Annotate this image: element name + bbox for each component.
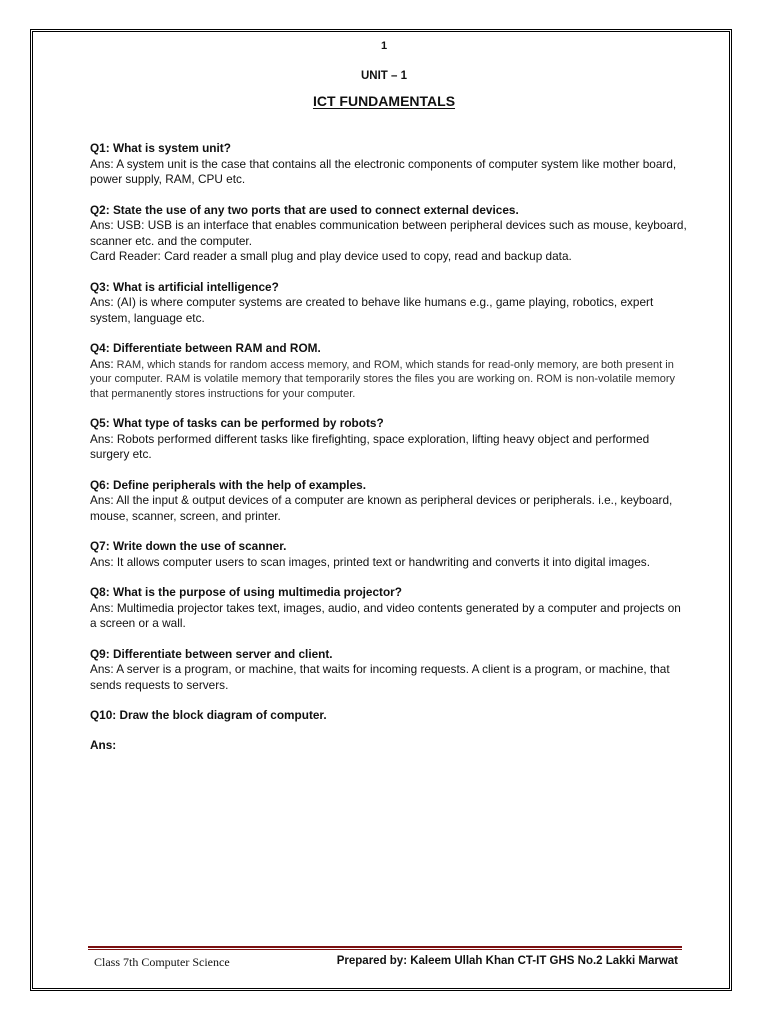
answer-5: Ans: Robots performed different tasks like firefighting, space exploration, lifting heavy object and performed surgery etc. [90,431,650,461]
question-9: Q9: Differentiate between server and client. [90,646,333,661]
answer-9: Ans: A server is a program, or machine, that waits for incoming requests. A client is a program, or machine, that sends requests to servers. [90,662,670,692]
question-10: Q10: Draw the block diagram of computer. [90,708,327,722]
qa-item-6 [90,478,690,525]
answer-2-usb: Ans: USB: USB is an interface that enables communication between peripheral devices such as mouse, keyboard, scanner etc. and the computer. [90,218,687,248]
answer-4-text: RAM, which stands for random access memory, and ROM, which stands for read-only memory, are both present in your computer. RAM is volatile memory that temporarily stores the files you are working on. ROM is non-volatile memory that permanently stores instructions for your computer. [90,358,676,400]
qa-item-5 [90,416,690,463]
footer-author: Prepared by: Kaleem Ullah Khan CT-IT GHS No.2 Lakki Marwat [336,955,678,967]
answer-4-lead: Ans: [90,356,114,371]
qa-item-10 [90,708,690,753]
qa-item-1 [90,141,690,188]
page-number: 1 [380,40,388,52]
question-3: Q3: What is artificial intelligence? [90,279,279,294]
footer-class-label: Class 7th Computer Science [94,955,230,969]
page-title [0,93,768,109]
answer-3: Ans: (AI) is where computer systems are created to behave like humans e.g., game playing, robotics, expert system, language etc. [90,295,654,325]
answer-2-card-reader: Card Reader: Card reader a small plug and play device used to copy, read and backup data. [90,249,572,263]
footer-divider [88,946,682,950]
question-2: Q2: State the use of any two ports that are used to connect external devices. [90,202,519,217]
qa-item-2 [90,203,690,265]
answer-1: Ans: A system unit is the case that contains all the electronic components of computer system like mother board, power supply, RAM, CPU etc. [90,156,677,186]
question-1: Q1: What is system unit? [90,141,231,155]
answer-7: Ans: It allows computer users to scan images, printed text or handwriting and converts it into digital images. [90,554,650,569]
answer-10-label: Ans: [90,737,117,752]
qa-item-8 [90,585,690,632]
qa-item-4 [90,341,690,401]
answer-6: Ans: All the input & output devices of a computer are known as peripheral devices or peripherals. i.e., keyboard, mouse, scanner, screen, and printer. [90,493,673,523]
page-title-text: ICT FUNDAMENTALS [312,93,456,109]
answer-8: Ans: Multimedia projector takes text, images, audio, and video contents generated by a computer and projects on a screen or a wall. [90,600,681,630]
question-8: Q8: What is the purpose of using multimedia projector? [90,585,402,599]
qa-item-3 [90,280,690,327]
question-7: Q7: Write down the use of scanner. [90,539,287,553]
question-6: Q6: Define peripherals with the help of examples. [90,477,366,492]
qa-item-9 [90,647,690,694]
question-5: Q5: What type of tasks can be performed by robots? [90,416,384,430]
question-4: Q4: Differentiate between RAM and ROM. [90,341,321,355]
qa-item-7 [90,539,690,570]
answer-4 [90,357,690,402]
qa-list [90,141,690,768]
unit-heading: UNIT – 1 [360,70,407,82]
